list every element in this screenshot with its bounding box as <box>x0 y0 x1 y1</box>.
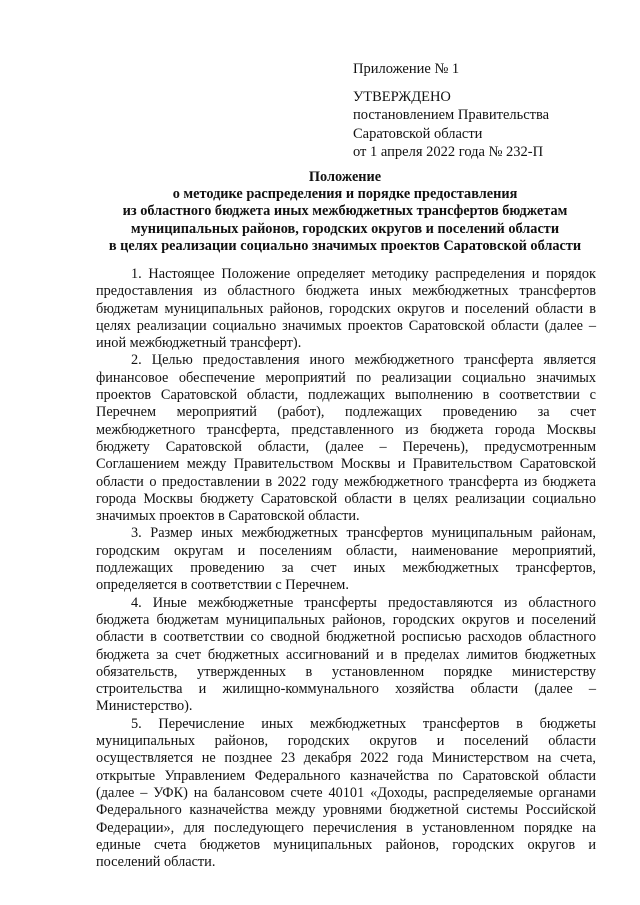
paragraph-5: 5. Перечисление иных межбюджетных трансфертов в бюджеты муниципальных районов, городских округов и поселений области осуществляется не позднее 23 декабря 2022 года Министерством на счета, открытые Управлением Федерального казначейства по Саратовской области (далее – УФК) на балансовом счете 40101 «Доходы, распределяемые органами Федерального казначейства между уровнями бюджетной системы Российской Федерации», для последующего перечисления в установленном порядке на единые счета бюджетов муниципальных районов, городских округов и поселений области. <box>96 715 596 871</box>
approval-line-1: постановлением Правительства <box>353 107 550 123</box>
approval-line-3: от 1 апреля 2022 года № 232-П <box>353 144 544 160</box>
document-title <box>90 169 600 255</box>
document-body <box>96 266 596 871</box>
paragraph-4: 4. Иные межбюджетные трансферты предоставляются из областного бюджета бюджетам муниципальных районов, городских округов и поселений области в соответствии со сводной бюджетной росписью расходов областного бюджета за счет бюджетных ассигнований и в пределах лимитов бюджетных обязательств, утвержденных в установленном порядке министерству строительства и жилищно-коммунального хозяйства области (далее – Министерство). <box>96 594 596 715</box>
paragraph-2: 2. Целью предоставления иного межбюджетного трансферта является финансовое обеспечение мероприятий по реализации социально значимых проектов Саратовской области, подлежащих выполнению в соответствии с Перечнем мероприятий (работ), подлежащих проведению за счет межбюджетного трансферта, представленного из бюджета города Москвы бюджету Саратовской области, (далее – Перечень), предусмотренным Соглашением между Правительством Москвы и Правительством Саратовской области о предоставлении в 2022 году межбюджетного трансферта из бюджета города Москвы бюджету Саратовской области в целях реализации социально значимых проектов в Саратовской области. <box>96 352 596 525</box>
paragraph-3: 3. Размер иных межбюджетных трансфертов муниципальным районам, городским округам и поселениям области, наименование мероприятий, подлежащих проведению за счет иных межбюджетных трансфертов, определяется в соответствии с Перечнем. <box>96 525 596 594</box>
title-line-1: Положение <box>308 169 382 185</box>
title-line-2: о методике распределения и порядке предоставления <box>172 186 518 203</box>
appendix-number: Приложение № 1 <box>353 61 460 77</box>
approval-line-2: Саратовской области <box>353 125 483 142</box>
approval-header <box>353 60 549 162</box>
title-line-3: из областного бюджета иных межбюджетных трансфертов бюджетам <box>122 203 568 220</box>
title-line-5: в целях реализации социально значимых проектов Саратовской области <box>108 237 582 254</box>
approved-label: УТВЕРЖДЕНО <box>353 88 451 105</box>
title-line-4: муниципальных районов, городских округов и поселений области <box>130 220 560 237</box>
header-gap <box>353 79 549 88</box>
paragraph-1: 1. Настоящее Положение определяет методику распределения и порядок предоставления из областного бюджета иных межбюджетных трансфертов бюджетам муниципальных районов, городских округов и поселений области в целях реализации социально значимых проектов Саратовской области (далее – иной межбюджетный трансферт). <box>96 266 596 352</box>
